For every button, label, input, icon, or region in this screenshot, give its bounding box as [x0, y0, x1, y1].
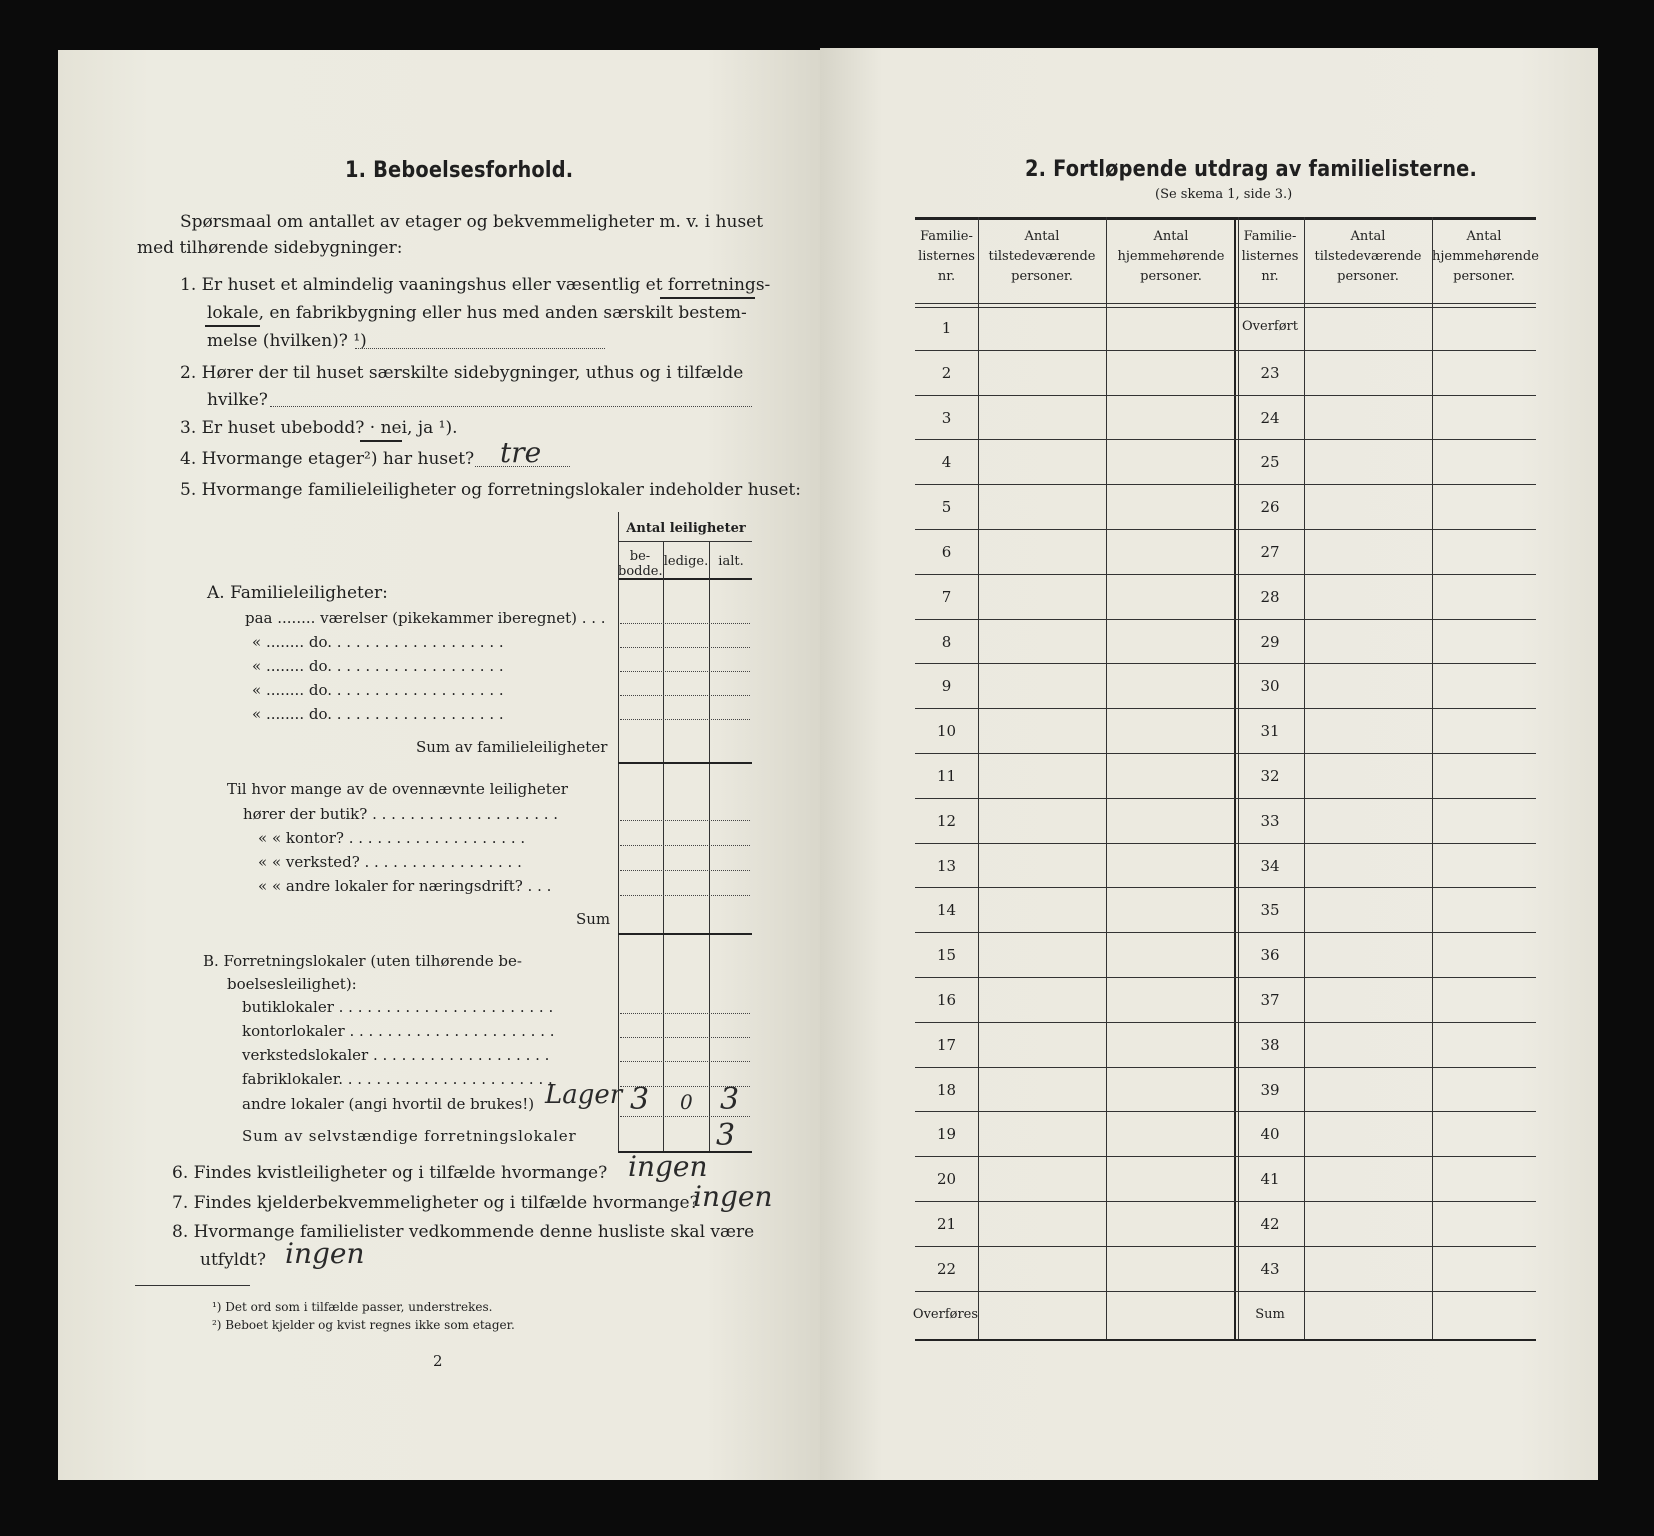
table-header-cell: tilstedeværende [1314, 249, 1422, 264]
table-header-cell: personer. [1011, 269, 1073, 284]
table-row-rule [915, 932, 1536, 933]
table-row-number-right: 41 [1260, 1170, 1280, 1189]
sum-rule [618, 933, 752, 935]
question-5: 5. Hvormange familieleiligheter og forretningslokaler indeholder huset: [180, 480, 801, 500]
table-col-divider [978, 217, 979, 1339]
row-rule [620, 870, 750, 871]
table-header-cell: hjemmehørende [1432, 249, 1539, 264]
section-subtitle-right: (Se skema 1, side 3.) [1155, 187, 1293, 202]
row-a-do-2: « ........ do. . . . . . . . . . . . . . . . . . . [252, 657, 504, 675]
sum-rule [618, 762, 752, 764]
table-row-rule [915, 395, 1536, 396]
table-row-number-right: 33 [1260, 811, 1280, 830]
table-row-number-right: Overført [1242, 319, 1298, 334]
table-row-number-left: 3 [941, 408, 952, 427]
table-row-number-left: 5 [941, 498, 952, 517]
b-row-fabrik: fabriklokaler. . . . . . . . . . . . . . . . . . . . . . . [242, 1070, 553, 1088]
table-row-number-right: 42 [1260, 1215, 1280, 1233]
table-row-number-left: 1 [941, 319, 952, 337]
table-row-rule [915, 663, 1536, 664]
question-1-line1: 1. Er huset et almindelig vaaningshus eller væsentlig et forretnings- [180, 275, 771, 295]
b-andre-ialt: 3 [720, 1082, 740, 1117]
table-row-rule [915, 1022, 1536, 1023]
table-header-cell: Antal [1153, 229, 1189, 244]
table-row-number-left: 13 [936, 856, 957, 875]
question-4: 4. Hvormange etager²) har huset? [180, 449, 475, 469]
table-row-number-left: 18 [936, 1080, 957, 1099]
question-3: 3. Er huset ubebodd? · nei, ja ¹). [180, 418, 458, 438]
table-row-number-left: 4 [941, 453, 952, 472]
b-andre-bebodde: 3 [630, 1082, 650, 1117]
intro-line2: med tilhørende sidebygninger: [137, 238, 403, 258]
question-8-line2: utfyldt? [200, 1250, 266, 1270]
answer-q6-handwritten: ingen [628, 1150, 708, 1183]
row-a-paa: paa ........ værelser (pikekammer iberegnet) . . . [245, 609, 606, 627]
row-rule [620, 671, 750, 672]
b-andre-ledige: 0 [680, 1090, 693, 1114]
table-row-number-right: 27 [1260, 543, 1280, 561]
question-8-line1: 8. Hvormange familielister vedkommende denne husliste skal være [172, 1222, 755, 1242]
table-header-cell: Antal [1466, 229, 1502, 244]
table-top-rule [915, 217, 1536, 220]
butik-row-1: hører der butik? . . . . . . . . . . . . . . . . . . . . [243, 805, 559, 823]
col-ledige: ledige. [663, 554, 709, 569]
table-row-number-right: 31 [1260, 722, 1280, 741]
question-2-line2: hvilke? [207, 390, 268, 410]
table-header-cell: personer. [1337, 269, 1399, 284]
footnote-rule [135, 1285, 250, 1286]
b-andre-answer: Lager [545, 1080, 623, 1110]
table-row-number-right: 36 [1260, 946, 1280, 965]
left-page [58, 50, 820, 1480]
table-row-rule [915, 753, 1536, 754]
sum-familieleiligheter: Sum av familieleiligheter [416, 738, 608, 756]
table-row-rule [915, 439, 1536, 440]
table-row-number-right: 32 [1260, 767, 1280, 785]
table-header-cell: listernes [918, 249, 975, 264]
row-rule [620, 719, 750, 720]
answer-line-q2 [270, 406, 752, 407]
table-row-number-left: 12 [936, 811, 957, 830]
intro-line1: Spørsmaal om antallet av etager og bekvemmeligheter m. v. i huset [180, 212, 764, 232]
answer-q8-handwritten: ingen [285, 1237, 365, 1270]
section-b-heading-1: B. Forretningslokaler (uten tilhørende be- [203, 952, 522, 970]
table-row-number-left: 20 [936, 1170, 957, 1189]
table-row-number-left: 21 [936, 1215, 957, 1233]
table-header-cell: personer. [1453, 269, 1515, 284]
table-row-number-left: 2 [941, 363, 952, 382]
table-row-rule [915, 574, 1536, 575]
table-row-number-right: 29 [1260, 632, 1280, 651]
question-2-line1: 2. Hører der til huset særskilte sidebygninger, uthus og i tilfælde [180, 363, 744, 383]
table-row-number-left: 15 [936, 946, 957, 965]
row-rule [620, 820, 750, 821]
table-row-rule [915, 977, 1536, 978]
table-row-number-right: 35 [1260, 901, 1280, 920]
table-row-rule [915, 619, 1536, 620]
b-row-andre: andre lokaler (angi hvortil de brukes!) [242, 1095, 535, 1113]
table-row-number-left: 9 [941, 677, 952, 696]
table-col-divider [1106, 217, 1107, 1339]
table-row-number-left: 6 [941, 543, 952, 561]
butik-sum: Sum [576, 910, 611, 928]
row-rule [620, 647, 750, 648]
row-a-do-1: « ........ do. . . . . . . . . . . . . . . . . . . [252, 633, 504, 651]
row-rule [620, 1061, 750, 1062]
col-ialt: ialt. [718, 554, 744, 569]
table-row-rule [915, 1111, 1536, 1112]
col-divider [618, 512, 619, 1152]
question-1-line3: melse (hvilken)? ¹) [207, 331, 367, 351]
table-row-number-left: 22 [936, 1259, 957, 1278]
butik-row-3: « « verksted? . . . . . . . . . . . . . . . . . [258, 853, 522, 871]
table-row-number-left: 10 [936, 722, 957, 741]
table-row-number-left: 17 [936, 1035, 957, 1054]
table-row-number-left: 7 [941, 587, 952, 606]
row-a-do-4: « ........ do. . . . . . . . . . . . . . . . . . . [252, 705, 504, 723]
table-row-number-right: 38 [1260, 1035, 1280, 1054]
table-row-number-right: 39 [1260, 1080, 1280, 1099]
table-row-number-right: 23 [1260, 363, 1280, 382]
answer-q7-handwritten: ingen [693, 1180, 773, 1213]
section-a-heading: A. Familieleiligheter: [207, 583, 388, 603]
table-header-rule [915, 307, 1536, 308]
table-row-rule [915, 708, 1536, 709]
table-row-number-left: 16 [936, 991, 957, 1009]
table-header-cell: listernes [1241, 249, 1299, 264]
table-row-rule [915, 1291, 1536, 1292]
table-header-cell: personer. [1140, 269, 1202, 284]
b-row-kontor: kontorlokaler . . . . . . . . . . . . . . . . . . . . . . [242, 1022, 555, 1040]
table-row-number-right: 37 [1260, 991, 1280, 1009]
section-b-heading-2: boelsesleilighet): [227, 975, 357, 993]
sum-forretningslokaler: Sum av selvstændige forretningslokaler [242, 1127, 577, 1145]
table-row-number-left: 14 [936, 901, 957, 920]
section-title-right: 2. Fortløpende utdrag av familielisterne. [1025, 157, 1477, 182]
table-footer-overfores: Overføres [912, 1306, 979, 1322]
table-row-number-right: 30 [1260, 677, 1280, 696]
table-header-antal: Antal leiligheter [626, 521, 746, 536]
col-bebodde-2: bodde. [618, 564, 663, 579]
table-row-rule [915, 1246, 1536, 1247]
butik-intro: Til hvor mange av de ovennævnte leiligheter [227, 780, 568, 798]
table-header-rule [915, 303, 1536, 304]
underline-forretnings [660, 297, 755, 299]
table-header-cell: nr. [1261, 269, 1279, 284]
table-row-number-left: 8 [941, 632, 952, 651]
row-rule [620, 695, 750, 696]
underline-nei [360, 440, 402, 442]
butik-row-2: « « kontor? . . . . . . . . . . . . . . . . . . . [258, 829, 526, 847]
b-row-verksted: verkstedslokaler . . . . . . . . . . . . . . . . . . . [242, 1046, 550, 1064]
sum-b-ialt: 3 [716, 1118, 736, 1153]
table-row-rule [915, 529, 1536, 530]
table-row-rule [915, 1156, 1536, 1157]
answer-q4-handwritten: tre [500, 436, 542, 469]
table-row-number-right: 43 [1260, 1259, 1280, 1278]
table-row-rule [915, 350, 1536, 351]
table-header-cell: Familie- [1243, 229, 1297, 244]
table-header-cell: nr. [937, 269, 956, 284]
answer-line-q1 [355, 348, 605, 349]
question-6: 6. Findes kvistleiligheter og i tilfælde hvormange? [172, 1163, 608, 1183]
row-rule [620, 1037, 750, 1038]
table-row-number-left: 19 [936, 1125, 957, 1144]
question-7: 7. Findes kjelderbekvemmeligheter og i tilfælde hvormange? [172, 1193, 699, 1213]
table-col-divider [1304, 217, 1305, 1339]
table-row-rule [915, 798, 1536, 799]
footnote-1: ¹) Det ord som i tilfælde passer, understrekes. [212, 1300, 493, 1314]
table-row-rule [915, 1067, 1536, 1068]
table-row-number-right: 40 [1260, 1125, 1280, 1144]
table-row-number-right: 25 [1260, 453, 1280, 472]
table-row-number-right: 26 [1260, 498, 1280, 517]
table-rule [618, 578, 752, 580]
row-a-do-3: « ........ do. . . . . . . . . . . . . . . . . . . [252, 681, 504, 699]
table-row-number-right: 34 [1260, 856, 1280, 875]
row-rule [620, 845, 750, 846]
section-title-left: 1. Beboelsesforhold. [345, 158, 574, 183]
table-row-number-right: 28 [1260, 587, 1280, 606]
row-rule [620, 1013, 750, 1014]
table-row-rule [915, 484, 1536, 485]
table-header-cell: Antal [1350, 229, 1386, 244]
row-rule [620, 623, 750, 624]
table-row-number-right: 24 [1260, 408, 1280, 427]
table-footer-sum: Sum [1255, 1306, 1285, 1322]
question-1-line2: lokale, en fabrikbygning eller hus med anden særskilt bestem- [207, 303, 747, 323]
underline-lokale [205, 325, 260, 327]
table-row-rule [915, 843, 1536, 844]
b-row-butik: butiklokaler . . . . . . . . . . . . . . . . . . . . . . . [242, 998, 554, 1016]
table-header-cell: Antal [1024, 229, 1060, 244]
table-row-number-left: 11 [936, 767, 957, 785]
row-rule [620, 895, 750, 896]
table-header-cell: tilstedeværende [988, 249, 1096, 264]
butik-row-4: « « andre lokaler for næringsdrift? . . . [258, 877, 552, 895]
table-header-cell: hjemmehørende [1117, 249, 1225, 264]
footnote-2: ²) Beboet kjelder og kvist regnes ikke som etager. [212, 1318, 515, 1332]
table-col-divider [1432, 217, 1433, 1339]
table-header-cell: Familie- [920, 229, 973, 244]
table-row-rule [915, 887, 1536, 888]
col-bebodde-1: be- [629, 549, 651, 564]
table-rule [618, 541, 752, 542]
page-number: 2 [433, 1352, 443, 1370]
table-bottom-rule [915, 1339, 1536, 1341]
table-row-rule [915, 1201, 1536, 1202]
